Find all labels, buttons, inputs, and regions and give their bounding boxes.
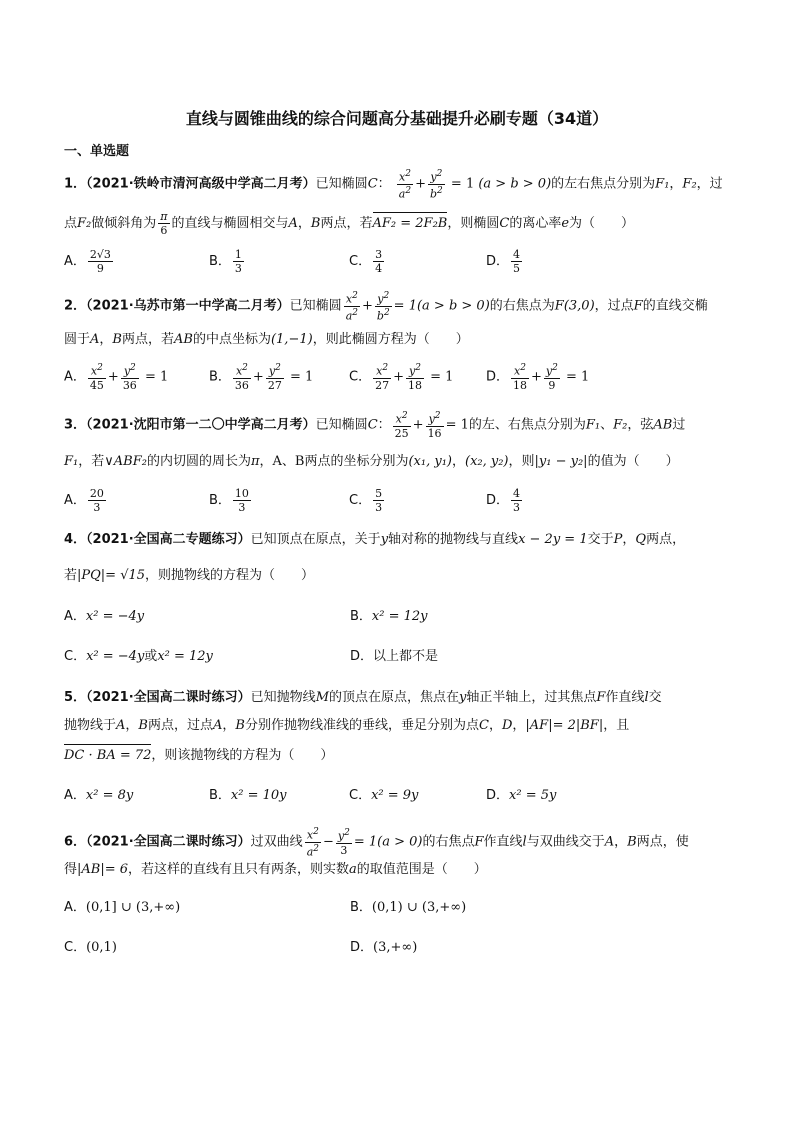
q3-text-4: 过	[672, 417, 686, 433]
q3-point-2: (x₂, y₂)	[465, 454, 509, 469]
q5-l2g: ，	[512, 718, 526, 733]
q6-text-5: ，	[614, 834, 628, 850]
q1-source: （2021·铁岭市清河高级中学高二月考）	[86, 176, 316, 192]
q4-number: 4．	[64, 532, 87, 547]
q2-number: 2．	[64, 298, 87, 314]
q1-frac-angle: $\frac{\pi}{6}$	[160, 210, 168, 237]
q5-text-2: 的顶点在原点，焦点在	[329, 690, 460, 705]
q2-l2a: 圆于	[64, 332, 91, 347]
q2-text-4: 的直线交椭	[642, 298, 708, 314]
q1-l2g: 的离心率	[509, 216, 562, 231]
q3-option-a[interactable]: A． $\frac{20}{3}$	[64, 487, 104, 514]
q5-b2: B	[235, 718, 245, 733]
q4-option-b-row	[350, 607, 428, 627]
q4-text-5: 两点，	[646, 532, 686, 547]
q5-b: B	[138, 718, 148, 733]
q2-frac-y: $\frac{y^2}{b^2}$	[376, 291, 390, 323]
q5-l2b: ，	[125, 718, 139, 733]
q2-frac-x: $\frac{x^2}{a^2}$	[345, 291, 358, 323]
q3-l2a: ，若	[78, 454, 105, 469]
q3-text-2: 的左、右焦点分别为	[468, 417, 586, 433]
q5-option-a[interactable]: A．x² = 8y	[64, 788, 134, 803]
q5-l: l	[644, 690, 649, 705]
q3-pi: π	[250, 454, 260, 469]
q2-text: 已知椭圆	[289, 298, 342, 314]
q4-text-3: 交于	[587, 532, 614, 547]
q4-pq: |PQ|= √15	[77, 568, 146, 583]
q3-abs: |y₁ − y₂|	[534, 454, 588, 469]
q1-text-3: ，过	[696, 176, 723, 192]
q5-af: |AF|= 2|BF|	[525, 718, 604, 733]
q1-frac-y: $\frac{y^2}{b^2}$	[430, 169, 443, 201]
q3-frac-y: $\frac{y^2}{16}$	[427, 411, 442, 440]
q3-f1: F₁	[585, 417, 601, 433]
q6-options-row-2	[64, 938, 117, 958]
section-heading: 一、单选题	[64, 144, 130, 159]
q5-option-d[interactable]: D．x² = 5y	[486, 788, 557, 803]
q1-option-c[interactable]: C． $\frac{3}{4}$	[349, 248, 383, 275]
q1-f2: F₂	[682, 176, 697, 192]
q4-source: （2021·全国高二专题练习）	[86, 532, 251, 547]
q6-option-d-row	[350, 938, 417, 958]
q2-line-1: 2．（2021·乌苏市第一中学高二月考）已知椭圆 $\frac{x^2}{a^2}$ + $\frac{y^2}{b^2}$ = 1(a > b > 0)的右焦点为F(3,0)，过点F的直线交椭	[64, 291, 708, 323]
q2-option-c[interactable]: C． $\frac{x^2}{27}$ + $\frac{y^2}{18}$ = 1	[349, 363, 454, 392]
q5-l2d: ，	[222, 718, 236, 733]
q1-c2: C	[499, 216, 510, 231]
q1-text: 已知椭圆	[315, 176, 368, 192]
q2-l2b: ，	[99, 332, 113, 347]
q4-text-4: ，	[622, 532, 636, 547]
q1-l2e: 两点，若	[320, 216, 373, 231]
q6-line-1: 6．（2021·全国高二课时练习）过双曲线 $\frac{x^2}{a^2}$ − $\frac{y^2}{3}$ = 1(a > 0)的右焦点F作直线l与双曲线交于A，B两点，使	[64, 827, 689, 859]
q6-frac-y: $\frac{y^2}{3}$	[337, 828, 350, 857]
q2-l2d: 的中点坐标为	[192, 332, 271, 347]
q5-dot-product: DC · BA = 72	[64, 746, 151, 766]
q3-f2: F₂	[613, 417, 628, 433]
q6-option-d[interactable]: D．(3,+∞)	[350, 940, 418, 955]
q4-options-row-2	[64, 647, 213, 667]
q4-y: y	[380, 532, 389, 547]
q2-option-b[interactable]: B． $\frac{x^2}{36}$ + $\frac{y^2}{27}$ = 1	[209, 363, 314, 392]
q5-a2: A	[213, 718, 223, 733]
q5-text: 已知抛物线	[250, 690, 316, 705]
q6-text: 过双曲线	[250, 834, 303, 850]
q1-option-d[interactable]: D． $\frac{4}{5}$	[486, 248, 521, 275]
q3-c: C	[367, 417, 378, 433]
q3-l2f: 的值为（ ）	[587, 454, 679, 469]
q2-text-3: ，过点	[594, 298, 634, 314]
q6-text-4: 与双曲线交于	[526, 834, 605, 850]
q3-text: 已知椭圆	[315, 417, 368, 433]
q5-text-3: 轴正半轴上，过其焦点	[466, 690, 597, 705]
q3-line-2	[64, 452, 679, 472]
q6-option-b[interactable]: B．(0,1) ∪ (3,+∞)	[350, 900, 467, 915]
q3-frac-x: $\frac{x^2}{25}$	[394, 411, 409, 440]
q4-text-2: 轴对称的抛物线与直线	[388, 532, 519, 547]
q5-line-3	[64, 746, 333, 766]
q2-b: B	[112, 332, 122, 347]
q6-frac-x: $\frac{x^2}{a^2}$	[306, 827, 319, 859]
q1-l2f: ，则椭圆	[447, 216, 500, 231]
q2-text-2: 的右焦点为	[489, 298, 555, 314]
q2-line-2	[64, 330, 469, 350]
q4-option-a[interactable]: A．x² = −4y	[64, 609, 145, 624]
q6-l2a: 得	[64, 862, 78, 877]
q1-l2d: ，	[297, 216, 311, 231]
q4-option-d[interactable]: D．以上都不是	[350, 649, 439, 664]
q1-l2a: 点	[64, 216, 78, 231]
q2-l2c: 两点，若	[121, 332, 174, 347]
q6-ab: |AB|= 6	[77, 862, 129, 877]
q5-source: （2021·全国高二课时练习）	[86, 690, 251, 705]
q5-option-c[interactable]: C．x² = 9y	[349, 788, 419, 803]
q3-eq: = 1	[445, 417, 469, 433]
q2-source: （2021·乌苏市第一中学高二月考）	[86, 298, 290, 314]
q5-d: D	[501, 718, 513, 733]
q4-l2b: ，则抛物线的方程为（ ）	[145, 568, 315, 583]
q2-a: A	[90, 332, 100, 347]
q4-option-c[interactable]: C．x² = −4y或x² = 12y	[64, 649, 213, 664]
q5-y: y	[459, 690, 467, 705]
q3-text-3: ，弦	[627, 417, 654, 433]
q3-option-b[interactable]: B． $\frac{10}{3}$	[209, 487, 249, 514]
q1-colon: ：	[377, 176, 391, 192]
q5-line-2	[64, 716, 629, 736]
q5-a: A	[116, 718, 126, 733]
q3-l2e: ，则	[508, 454, 535, 469]
q1-option-a[interactable]: A． $\frac{2√3}{9}$	[64, 248, 111, 275]
q3-number: 3．	[64, 417, 87, 433]
q4-line-2	[64, 566, 314, 586]
q6-source: （2021·全国高二课时练习）	[86, 834, 251, 850]
q1-b: B	[310, 216, 321, 231]
q1-f1: F₁	[655, 176, 670, 192]
q6-text-3: 作直线	[483, 834, 523, 850]
q1-l2b: 做倾斜角为	[91, 216, 157, 231]
q2-condition: = 1(a > b > 0)	[393, 298, 490, 314]
q1-l2-f2: F₂	[77, 216, 92, 231]
q3-dun: 、	[600, 417, 614, 433]
q3-colon: ：	[377, 417, 391, 433]
q5-l2h: ，且	[603, 718, 630, 733]
q6-l: l	[522, 834, 527, 850]
q6-option-a[interactable]: A．(0,1] ∪ (3,+∞)	[64, 900, 181, 915]
q3-l2d: ，	[451, 454, 465, 469]
q6-options-row-1	[64, 898, 180, 918]
q3-source: （2021·沈阳市第一二〇中学高二月考）	[86, 417, 316, 433]
q4-line-1	[64, 530, 685, 550]
q2-l2e: ，则此椭圆方程为（ ）	[312, 332, 469, 347]
q3-l2-f1: F₁	[64, 454, 79, 469]
q6-a: A	[604, 834, 615, 850]
q1-frac-x: $\frac{x^2}{a^2}$	[398, 169, 412, 201]
q4-p: P	[613, 532, 623, 547]
q2-option-a[interactable]: A． $\frac{x^2}{45}$ + $\frac{y^2}{36}$ = 1	[64, 363, 169, 392]
q4-option-b[interactable]: B．x² = 12y	[350, 609, 428, 624]
q1-var-c: C	[367, 176, 378, 192]
q6-l2c: 的取值范围是（ ）	[356, 862, 487, 877]
q5-l2a: 抛物线于	[64, 718, 117, 733]
q6-option-b-row	[350, 898, 466, 918]
q6-line-2	[64, 860, 487, 880]
q4-text: 已知顶点在原点，关于	[250, 532, 381, 547]
q5-f: F	[596, 690, 606, 705]
q3-l2c: ，A、B两点的坐标分别为	[259, 454, 409, 469]
q6-number: 6．	[64, 834, 87, 850]
q5-c: C	[478, 718, 489, 733]
q5-text-4: 作直线	[605, 690, 645, 705]
q4-q: Q	[635, 532, 647, 547]
q6-option-c[interactable]: C．(0,1)	[64, 940, 117, 955]
q1-text-2: 的左右焦点分别为	[551, 176, 656, 192]
q4-options-row-1	[64, 607, 144, 627]
q1-vector-equation: AF₂ = 2F₂B	[373, 214, 448, 234]
q3-triangle: ∨ABF₂	[104, 454, 147, 469]
q3-line-1: 3．（2021·沈阳市第一二〇中学高二月考）已知椭圆C： $\frac{x^2}{25}$ + $\frac{y^2}{16}$ = 1的左、右焦点分别为F₁、F₂，弦AB过	[64, 411, 686, 440]
q1-line-1: 1．（2021·铁岭市清河高级中学高二月考）已知椭圆C： $\frac{x^2}{a^2}$ + $\frac{y^2}{b^2}$ = 1 (a > b > 0)的左右焦点分别为F₁，F₂，过	[64, 169, 723, 201]
q6-f: F	[474, 834, 484, 850]
q5-l2e: 分别作抛物线准线的垂线，垂足分别为点	[244, 718, 479, 733]
q1-line-2	[64, 210, 634, 237]
q3-ab: AB	[653, 417, 673, 433]
q1-l2c: 的直线与椭圆相交与	[171, 216, 289, 231]
q1-l2h: 为（ ）	[569, 216, 635, 231]
q5-l3b: ，则该抛物线的方程为（ ）	[151, 748, 334, 763]
q1-comma: ，	[669, 176, 683, 192]
q2-option-d[interactable]: D． $\frac{x^2}{18}$ + $\frac{y^2}{9}$ = 1	[486, 363, 590, 392]
q2-focus: F(3,0)	[554, 298, 595, 314]
q5-m: M	[315, 690, 329, 705]
q6-l2b: ，若这样的直线有且只有两条，则实数	[128, 862, 350, 877]
q5-l2c: 两点，过点	[147, 718, 213, 733]
q3-option-c[interactable]: C． $\frac{5}{3}$	[349, 487, 383, 514]
q5-l2f: ，	[488, 718, 502, 733]
q1-e: e	[561, 216, 570, 231]
q1-condition: (a > b > 0)	[478, 176, 552, 192]
q6-condition: = 1(a > 0)	[353, 834, 423, 850]
q3-point-1: (x₁, y₁)	[408, 454, 452, 469]
q2-f: F	[633, 298, 643, 314]
q4-option-d-row	[350, 647, 438, 667]
q6-a-var: a	[349, 862, 357, 877]
document-title: 直线与圆锥曲线的综合问题高分基础提升必刷专题（34道）	[185, 109, 609, 128]
q2-ab: AB	[174, 332, 193, 347]
q5-line-1	[64, 688, 662, 708]
q5-text-5: 交	[648, 690, 662, 705]
q4-l2a: 若	[64, 568, 78, 583]
q5-number: 5．	[64, 690, 87, 705]
q6-b: B	[627, 834, 637, 850]
q5-option-b[interactable]: B．x² = 10y	[209, 788, 287, 803]
q4-line-eq: x − 2y = 1	[518, 532, 588, 547]
q1-a: A	[288, 216, 298, 231]
q1-number: 1．	[64, 176, 87, 192]
q3-option-d[interactable]: D． $\frac{4}{3}$	[486, 487, 521, 514]
q6-text-2: 的右焦点	[422, 834, 475, 850]
q3-l2b: 的内切圆的周长为	[146, 454, 251, 469]
q6-text-6: 两点，使	[636, 834, 689, 850]
q2-midpoint: (1,−1)	[270, 332, 313, 347]
q1-option-b[interactable]: B． $\frac{1}{3}$	[209, 248, 242, 275]
